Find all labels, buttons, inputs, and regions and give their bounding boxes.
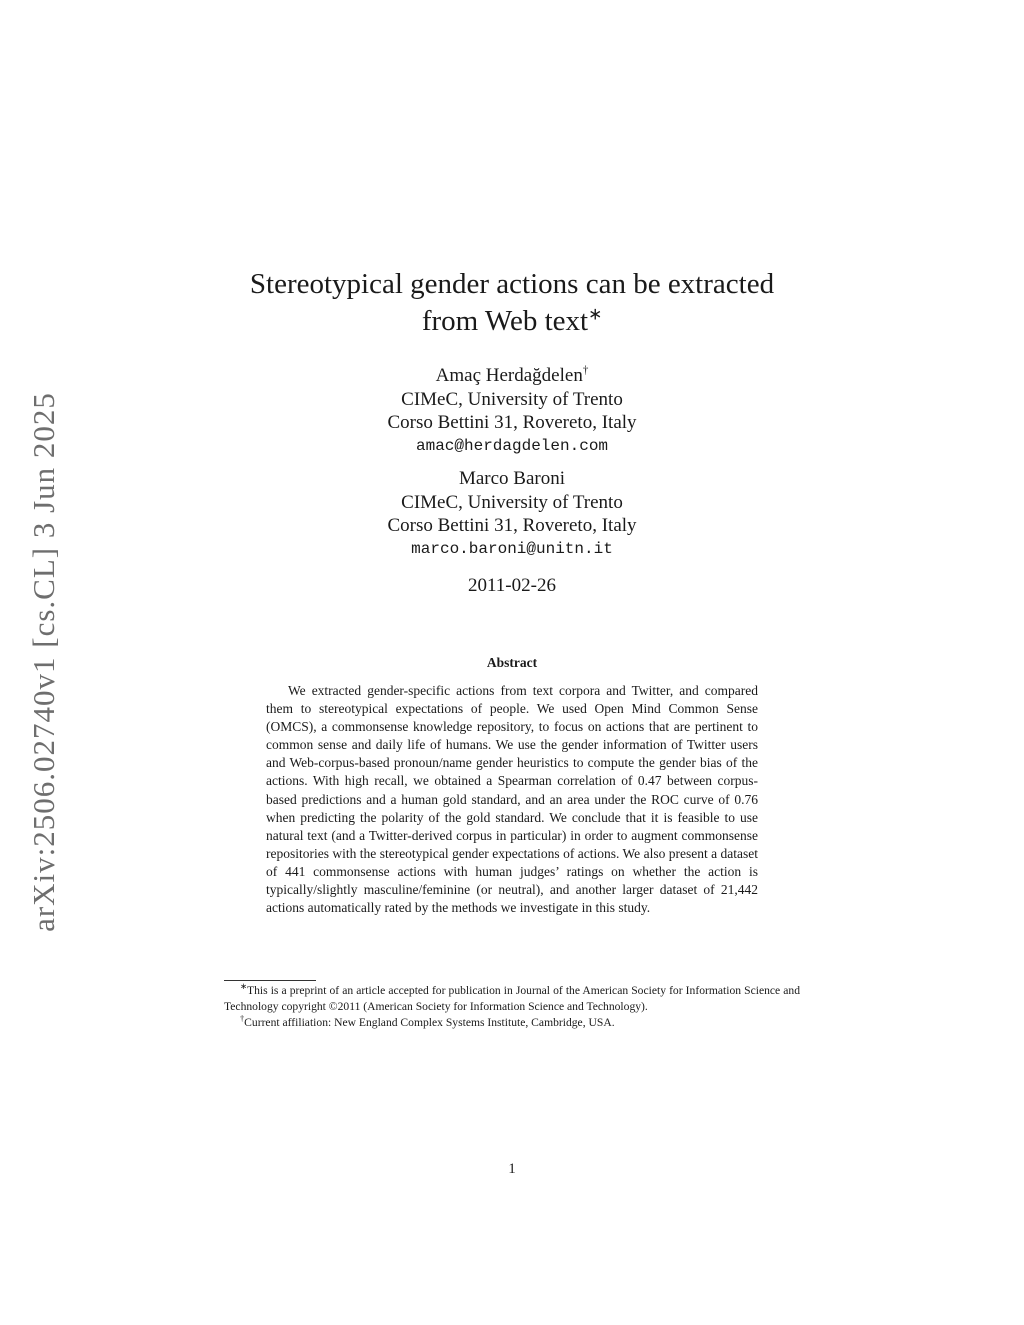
footnote-2-mark: † [240, 1014, 245, 1024]
author-2-name: Marco Baroni [458, 468, 566, 489]
author-1-address: Corso Bettini 31, Rovereto, Italy [387, 412, 637, 433]
author-2-email[interactable]: marco.baroni@unitn.it [411, 539, 613, 558]
author-block-2 [212, 467, 812, 561]
author-1-name-line [212, 364, 812, 388]
author-block-1 [212, 364, 812, 458]
paper-title [212, 266, 812, 340]
footnote-1-text: This is a preprint of an article accepted for publication in Journal of the American Society for Information Science and Technology copyright ©2011 (American Society for Information Science and Technology). [224, 984, 800, 1013]
footnote-rule [224, 980, 316, 981]
title-line-2 [212, 303, 812, 340]
footnote-2-text: Current affiliation: New England Complex Systems Institute, Cambridge, USA. [244, 1016, 615, 1029]
title-line-1: Stereotypical gender actions can be extracted [249, 268, 775, 300]
abstract-body: We extracted gender-specific actions from text corpora and Twitter, and compared them to stereotypical expectations of people. We used Open Mind Common Sense (OMCS), a commonsense knowledge repository, to focus on actions that are pertinent to common sense and daily life of humans. We use the gender information of Twitter users and Web-corpus-based pronoun/name gender heuristics to compute the gender bias of the actions. With high recall, we obtained a Spearman correlation of 0.47 between corpus-based predictions and a human gold standard, and an area under the ROC curve of 0.76 when predicting the polarity of the gold standard. We conclude that it is feasible to use natural text (and a Twitter-derived corpus in particular) in order to augment commonsense repositories with the stereotypical gender expectations of actions. We also present a dataset of 441 commonsense actions with human judges’ ratings on whether the action is typically/slightly masculine/feminine (or neutral), and another larger dataset of 21,442 actions automatically rated by the methods we investigate in this study. [266, 683, 758, 916]
author-1-footnote-mark: † [582, 364, 589, 377]
arxiv-identifier: arXiv:2506.02740v1 [cs.CL] 3 Jun 2025 [26, 392, 61, 932]
footnote-2 [224, 1015, 800, 1031]
arxiv-identifier-stamp [14, 382, 74, 942]
title-footnote-mark: ∗ [588, 304, 603, 324]
title-line-2-text: from Web text [421, 305, 589, 337]
author-1-name: Amaç Herdağdelen [435, 365, 583, 386]
abstract-heading: Abstract [486, 655, 538, 670]
author-2-address: Corso Bettini 31, Rovereto, Italy [387, 515, 637, 536]
publication-date: 2011-02-26 [468, 575, 556, 596]
author-2-affiliation: CIMeC, University of Trento [401, 491, 623, 513]
footnotes [224, 983, 800, 1031]
page-number: 1 [508, 1161, 516, 1177]
author-1-email[interactable]: amac@herdagdelen.com [415, 436, 609, 455]
footnote-1 [224, 983, 800, 1015]
footnote-1-mark: ∗ [240, 982, 247, 992]
author-1-affiliation: CIMeC, University of Trento [401, 388, 623, 410]
